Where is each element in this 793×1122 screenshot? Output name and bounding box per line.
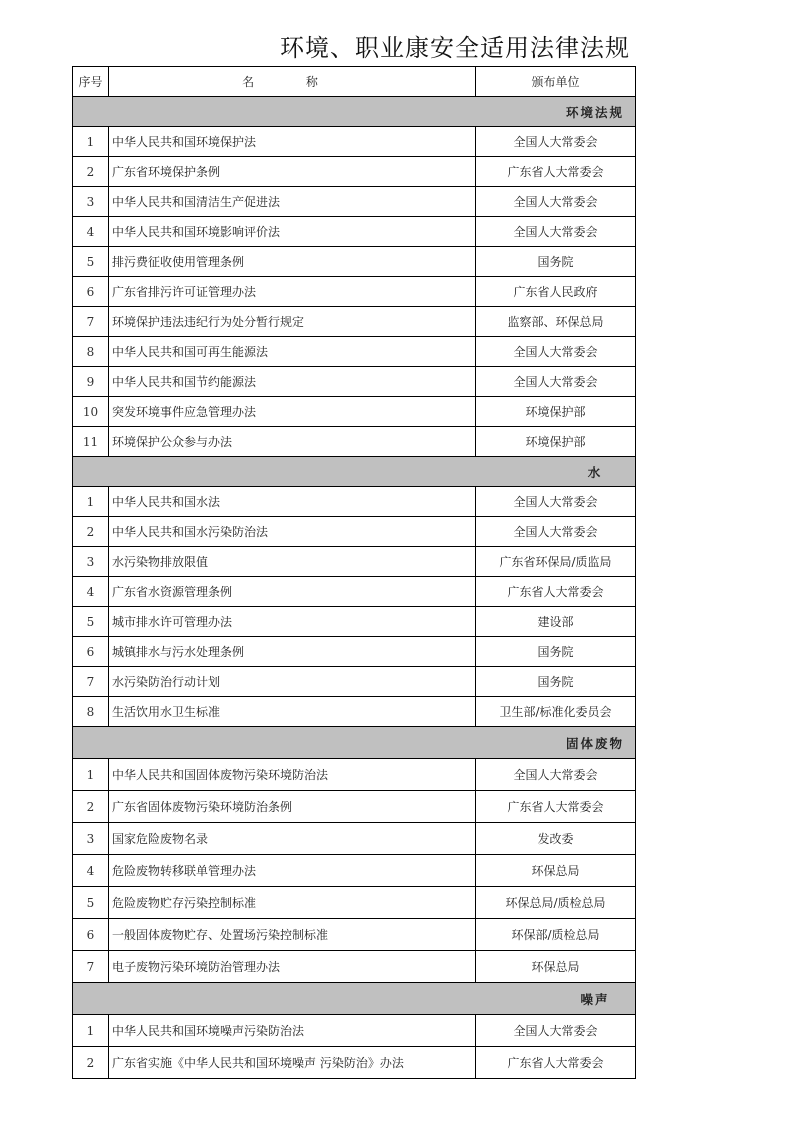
table-row	[73, 791, 636, 823]
table-row	[73, 397, 636, 427]
section-label: 水	[587, 464, 603, 480]
regulation-name: 城镇排水与污水处理条例	[109, 637, 476, 667]
table-header-row	[73, 67, 636, 97]
table-row	[73, 951, 636, 983]
section-label: 噪声	[580, 991, 610, 1007]
row-number: 8	[73, 337, 109, 367]
issuing-authority: 广东省人大常委会	[476, 1047, 636, 1079]
row-number: 1	[73, 127, 109, 157]
table-row	[73, 247, 636, 277]
row-number: 4	[73, 855, 109, 887]
regulation-name: 中华人民共和国节约能源法	[109, 367, 476, 397]
regulation-name: 广东省排污许可证管理办法	[109, 277, 476, 307]
issuing-authority: 广东省环保局/质监局	[476, 547, 636, 577]
regulation-name: 国家危险废物名录	[109, 823, 476, 855]
issuing-authority: 全国人大常委会	[476, 337, 636, 367]
header-issuer: 颁布单位	[476, 67, 636, 97]
regulation-name: 中华人民共和国水污染防治法	[109, 517, 476, 547]
regulation-name: 排污费征收使用管理条例	[109, 247, 476, 277]
section-header-cell	[73, 983, 636, 1015]
issuing-authority: 环保总局	[476, 951, 636, 983]
row-number: 9	[73, 367, 109, 397]
regulation-name: 危险废物转移联单管理办法	[109, 855, 476, 887]
row-number: 8	[73, 697, 109, 727]
regulation-name: 中华人民共和国可再生能源法	[109, 337, 476, 367]
issuing-authority: 环保总局/质检总局	[476, 887, 636, 919]
section-header-row	[73, 983, 636, 1015]
row-number: 3	[73, 823, 109, 855]
regulation-name: 环境保护公众参与办法	[109, 427, 476, 457]
regulation-name: 中华人民共和国水法	[109, 487, 476, 517]
section-header-row	[73, 457, 636, 487]
row-number: 7	[73, 307, 109, 337]
regulation-name: 中华人民共和国环境噪声污染防治法	[109, 1015, 476, 1047]
table-row	[73, 517, 636, 547]
table-row	[73, 887, 636, 919]
row-number: 4	[73, 217, 109, 247]
table-row	[73, 127, 636, 157]
issuing-authority: 全国人大常委会	[476, 487, 636, 517]
issuing-authority: 全国人大常委会	[476, 127, 636, 157]
issuing-authority: 广东省人民政府	[476, 277, 636, 307]
row-number: 1	[73, 1015, 109, 1047]
regulations-table	[72, 66, 636, 1079]
issuing-authority: 广东省人大常委会	[476, 157, 636, 187]
header-no: 序号	[73, 67, 109, 97]
section-header-row	[73, 97, 636, 127]
table-row	[73, 487, 636, 517]
row-number: 6	[73, 919, 109, 951]
table-row	[73, 277, 636, 307]
issuing-authority: 环保总局	[476, 855, 636, 887]
issuing-authority: 全国人大常委会	[476, 759, 636, 791]
table-row	[73, 1047, 636, 1079]
issuing-authority: 国务院	[476, 667, 636, 697]
issuing-authority: 环境保护部	[476, 427, 636, 457]
table-row	[73, 607, 636, 637]
row-number: 3	[73, 547, 109, 577]
table-row	[73, 217, 636, 247]
table-row	[73, 823, 636, 855]
regulation-name: 生活饮用水卫生标准	[109, 697, 476, 727]
issuing-authority: 建设部	[476, 607, 636, 637]
regulation-name: 广东省水资源管理条例	[109, 577, 476, 607]
regulation-name: 广东省实施《中华人民共和国环境噪声 污染防治》办法	[109, 1047, 476, 1079]
table-row	[73, 157, 636, 187]
row-number: 7	[73, 667, 109, 697]
issuing-authority: 国务院	[476, 247, 636, 277]
regulation-name: 环境保护违法违纪行为处分暂行规定	[109, 307, 476, 337]
table-row	[73, 855, 636, 887]
row-number: 6	[73, 277, 109, 307]
table-row	[73, 577, 636, 607]
row-number: 2	[73, 791, 109, 823]
row-number: 6	[73, 637, 109, 667]
row-number: 7	[73, 951, 109, 983]
header-name: 名 称	[109, 67, 476, 97]
row-number: 1	[73, 759, 109, 791]
regulation-name: 中华人民共和国环境影响评价法	[109, 217, 476, 247]
issuing-authority: 环保部/质检总局	[476, 919, 636, 951]
row-number: 4	[73, 577, 109, 607]
section-header-row	[73, 727, 636, 759]
issuing-authority: 监察部、环保总局	[476, 307, 636, 337]
row-number: 5	[73, 607, 109, 637]
row-number: 11	[73, 427, 109, 457]
document-title: 环境、职业康安全适用法律法规	[280, 34, 630, 62]
regulation-name: 水污染物排放限值	[109, 547, 476, 577]
issuing-authority: 发改委	[476, 823, 636, 855]
row-number: 2	[73, 1047, 109, 1079]
issuing-authority: 全国人大常委会	[476, 367, 636, 397]
row-number: 5	[73, 887, 109, 919]
issuing-authority: 国务院	[476, 637, 636, 667]
section-label: 固体废物	[565, 735, 624, 751]
table-row	[73, 1015, 636, 1047]
section-header-cell	[73, 457, 636, 487]
row-number: 2	[73, 517, 109, 547]
row-number: 10	[73, 397, 109, 427]
regulation-name: 中华人民共和国环境保护法	[109, 127, 476, 157]
table-row	[73, 307, 636, 337]
issuing-authority: 全国人大常委会	[476, 1015, 636, 1047]
table-row	[73, 187, 636, 217]
issuing-authority: 广东省人大常委会	[476, 577, 636, 607]
section-header-cell	[73, 727, 636, 759]
regulation-name: 广东省固体废物污染环境防治条例	[109, 791, 476, 823]
regulation-name: 广东省环境保护条例	[109, 157, 476, 187]
issuing-authority: 全国人大常委会	[476, 217, 636, 247]
regulation-name: 突发环境事件应急管理办法	[109, 397, 476, 427]
table-row	[73, 919, 636, 951]
regulation-name: 一般固体废物贮存、处置场污染控制标准	[109, 919, 476, 951]
issuing-authority: 环境保护部	[476, 397, 636, 427]
section-label: 环境法规	[565, 104, 624, 120]
section-header-cell	[73, 97, 636, 127]
issuing-authority: 广东省人大常委会	[476, 791, 636, 823]
regulation-name: 水污染防治行动计划	[109, 667, 476, 697]
table-row	[73, 759, 636, 791]
table-row	[73, 337, 636, 367]
regulation-name: 城市排水许可管理办法	[109, 607, 476, 637]
table-row	[73, 667, 636, 697]
table-row	[73, 427, 636, 457]
regulation-name: 中华人民共和国固体废物污染环境防治法	[109, 759, 476, 791]
issuing-authority: 全国人大常委会	[476, 517, 636, 547]
row-number: 5	[73, 247, 109, 277]
row-number: 3	[73, 187, 109, 217]
table-row	[73, 367, 636, 397]
issuing-authority: 卫生部/标准化委员会	[476, 697, 636, 727]
table-body	[73, 97, 636, 1079]
regulation-name: 危险废物贮存污染控制标准	[109, 887, 476, 919]
regulation-name: 电子废物污染环境防治管理办法	[109, 951, 476, 983]
table-row	[73, 637, 636, 667]
regulation-name: 中华人民共和国清洁生产促进法	[109, 187, 476, 217]
row-number: 1	[73, 487, 109, 517]
table-row	[73, 547, 636, 577]
issuing-authority: 全国人大常委会	[476, 187, 636, 217]
row-number: 2	[73, 157, 109, 187]
table-row	[73, 697, 636, 727]
